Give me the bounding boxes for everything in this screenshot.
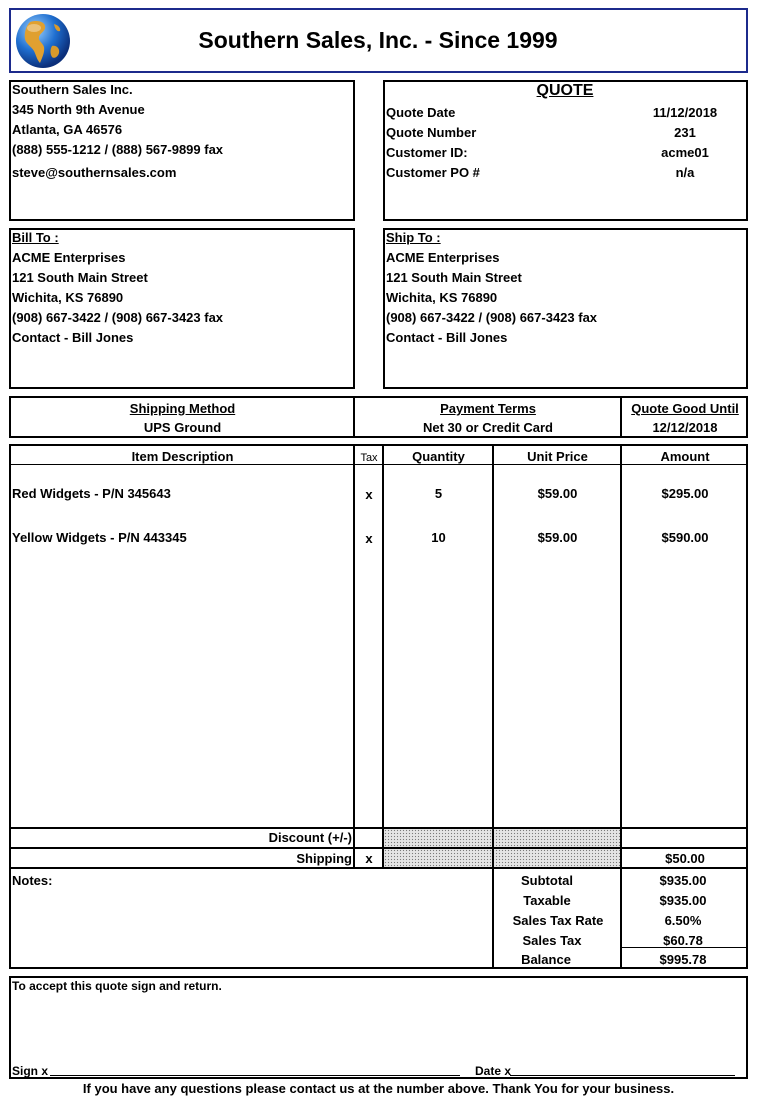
header-unit-price: Unit Price bbox=[527, 449, 588, 464]
subtotal-label: Subtotal bbox=[521, 873, 573, 888]
quote-number-value: 231 bbox=[674, 125, 696, 140]
discount-shaded-cells bbox=[384, 829, 620, 848]
ship-to-contact: Contact - Bill Jones bbox=[386, 330, 508, 345]
shipping-tax-mark: x bbox=[365, 851, 373, 866]
table-row-2-amount: $590.00 bbox=[661, 530, 709, 545]
bill-to-label: Bill To : bbox=[12, 230, 59, 245]
quote-heading: QUOTE bbox=[536, 82, 594, 99]
quote-date-value: 11/12/2018 bbox=[652, 105, 718, 120]
ship-to-address-line2: Wichita, KS 76890 bbox=[386, 290, 498, 305]
table-row-2-unit-price: $59.00 bbox=[537, 530, 578, 545]
sales-tax-label: Sales Tax bbox=[522, 933, 582, 948]
bill-to-name: ACME Enterprises bbox=[12, 250, 126, 265]
shipping-method-value: UPS Ground bbox=[143, 420, 222, 435]
customer-po-value: n/a bbox=[675, 165, 695, 180]
table-row-2-tax: x bbox=[365, 531, 373, 546]
quote-good-until-value: 12/12/2018 bbox=[652, 420, 718, 435]
header-amount: Amount bbox=[660, 449, 710, 464]
page-title: Southern Sales, Inc. - Since 1999 bbox=[198, 27, 558, 53]
globe-icon bbox=[14, 12, 72, 70]
items-table bbox=[9, 444, 748, 869]
date-line[interactable] bbox=[510, 1075, 735, 1076]
payment-terms-label: Payment Terms bbox=[440, 401, 536, 416]
sales-tax-value: $60.78 bbox=[663, 933, 703, 948]
taxable-value: $935.00 bbox=[659, 893, 707, 908]
balance-value: $995.78 bbox=[659, 952, 707, 967]
bill-to-address-line1: 121 South Main Street bbox=[12, 270, 148, 285]
balance-label: Balance bbox=[521, 952, 571, 967]
ship-to-phone: (908) 667-3422 / (908) 667-3423 fax bbox=[386, 310, 598, 325]
shipping-label: Shipping bbox=[296, 851, 352, 866]
table-row-1-quantity: 5 bbox=[434, 486, 443, 501]
payment-terms-value: Net 30 or Credit Card bbox=[422, 420, 554, 435]
subtotal-value: $935.00 bbox=[659, 873, 707, 888]
shipping-amount: $50.00 bbox=[665, 851, 705, 866]
sign-label[interactable]: Sign x bbox=[12, 1064, 49, 1078]
company-phone: (888) 555-1212 / (888) 567-9899 fax bbox=[12, 142, 224, 157]
table-row-2-quantity: 10 bbox=[431, 530, 446, 545]
table-row-2-description: Yellow Widgets - P/N 443345 bbox=[12, 530, 187, 545]
ship-to-address-line1: 121 South Main Street bbox=[386, 270, 522, 285]
bill-to-contact: Contact - Bill Jones bbox=[12, 330, 134, 345]
sales-tax-rate-label: Sales Tax Rate bbox=[512, 913, 604, 928]
table-row-1-description: Red Widgets - P/N 345643 bbox=[12, 486, 171, 501]
date-label[interactable]: Date x bbox=[475, 1064, 512, 1078]
table-row-1-tax: x bbox=[365, 487, 373, 502]
customer-id-label: Customer ID: bbox=[386, 145, 468, 160]
notes-label: Notes: bbox=[12, 873, 53, 888]
bill-to-address-line2: Wichita, KS 76890 bbox=[12, 290, 124, 305]
discount-label: Discount (+/-) bbox=[268, 830, 352, 845]
sales-tax-rate-value: 6.50% bbox=[664, 913, 702, 928]
table-row-1-amount: $295.00 bbox=[661, 486, 709, 501]
header-tax: Tax bbox=[360, 452, 378, 464]
taxable-label: Taxable bbox=[523, 893, 571, 908]
customer-id-value: acme01 bbox=[661, 145, 709, 160]
company-address-line2: Atlanta, GA 46576 bbox=[12, 122, 123, 137]
header-item-description: Item Description bbox=[131, 449, 234, 464]
signature-instruction: To accept this quote sign and return. bbox=[12, 979, 222, 993]
header-quantity: Quantity bbox=[412, 449, 465, 464]
footer-message: If you have any questions please contact us at the number above. Thank You for your business. bbox=[82, 1081, 675, 1096]
company-name: Southern Sales Inc. bbox=[12, 82, 133, 97]
ship-to-label: Ship To : bbox=[386, 230, 441, 245]
table-row-1-unit-price: $59.00 bbox=[537, 486, 578, 501]
company-address-line1: 345 North 9th Avenue bbox=[12, 102, 145, 117]
company-email: steve@southernsales.com bbox=[12, 165, 177, 180]
ship-to-name: ACME Enterprises bbox=[386, 250, 500, 265]
shipping-method-label: Shipping Method bbox=[129, 401, 236, 416]
quote-number-label: Quote Number bbox=[386, 125, 477, 140]
customer-po-label: Customer PO # bbox=[386, 165, 480, 180]
quote-date-label: Quote Date bbox=[386, 105, 456, 120]
shipping-shaded-cells bbox=[384, 849, 620, 867]
bill-to-phone: (908) 667-3422 / (908) 667-3423 fax bbox=[12, 310, 224, 325]
sign-line[interactable] bbox=[50, 1075, 460, 1076]
quote-good-until-label: Quote Good Until bbox=[631, 401, 739, 416]
